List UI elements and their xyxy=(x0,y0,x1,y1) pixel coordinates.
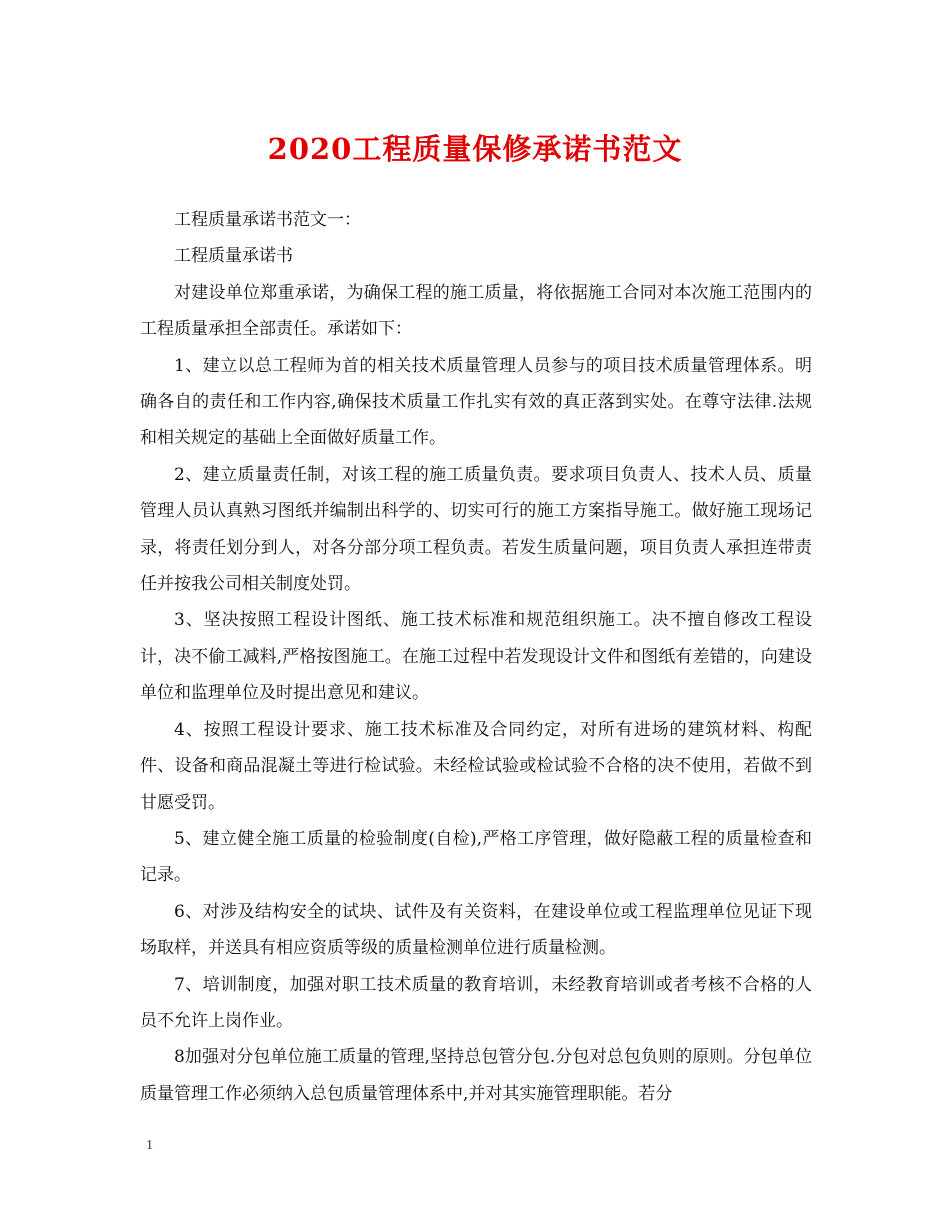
paragraph-item-7: 7、培训制度，加强对职工技术质量的教育培训，未经教育培训或者考核不合格的人员不允许上岗作业。 xyxy=(140,974,812,1031)
paragraph-item-8: 8加强对分包单位施工质量的管理,坚持总包管分包.分包对总包负则的原则。分包单位质量管理工作必须纳入总包质量管理体系中,并对其实施管理职能。若分 xyxy=(140,1047,812,1104)
paragraph-item-6: 6、对涉及结构安全的试块、试件及有关资料，在建设单位或工程监理单位见证下现场取样，并送具有相应资质等级的质量检测单位进行质量检测。 xyxy=(140,901,812,959)
paragraph-item-5: 5、建立健全施工质量的检验制度(自检),严格工序管理，做好隐蔽工程的质量检查和记录。 xyxy=(140,828,812,886)
page-number: 1 xyxy=(146,1138,153,1153)
paragraph-preamble: 对建设单位郑重承诺，为确保工程的施工质量，将依据施工合同对本次施工范围内的工程质量承担全部责任。承诺如下： xyxy=(140,282,812,340)
paragraph-item-4: 4、按照工程设计要求、施工技术标准及合同约定，对所有进场的建筑材料、构配件、设备和商品混凝土等进行检试验。未经检试验或检试验不合格的决不使用，若做不到甘愿受罚。 xyxy=(140,719,812,813)
paragraph-item-3: 3、坚决按照工程设计图纸、施工技术标准和规范组织施工。决不擅自修改工程设计，决不偷工减料,严格按图施工。在施工过程中若发现设计文件和图纸有差错的，向建设单位和监理单位及时提出意见和建议。 xyxy=(140,610,812,704)
document-title: 2020工程质量保修承诺书范文 xyxy=(267,132,683,166)
paragraph-item-1: 1、建立以总工程师为首的相关技术质量管理人员参与的项目技术质量管理体系。明确各自的责任和工作内容,确保技术质量工作扎实有效的真正落到实处。在尊守法律.法规和相关规定的基础上全面做好质量工作。 xyxy=(140,355,812,449)
paragraph-intro-heading: 工程质量承诺书范文一： xyxy=(174,210,361,230)
paragraph-item-2: 2、建立质量责任制，对该工程的施工质量负责。要求项目负责人、技术人员、质量管理人员认真熟习图纸并编制出科学的、切实可行的施工方案指导施工。做好施工现场记录，将责任划分到人，对各分部分项工程负责。若发生质量问题，项目负责人承担连带责任并按我公司相关制度处罚。 xyxy=(140,464,812,595)
paragraph-subtitle: 工程质量承诺书 xyxy=(174,246,293,267)
document-body xyxy=(140,202,812,1112)
